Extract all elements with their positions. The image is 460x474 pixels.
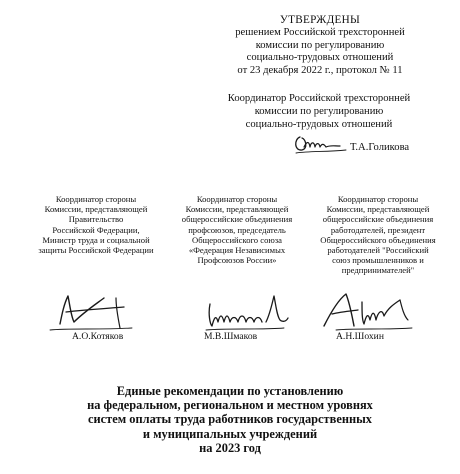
coordinator-line: «Федерация Независимых bbox=[188, 245, 286, 256]
coordinator-line: Министр труда и социальной bbox=[42, 234, 150, 245]
coordinator-line: Комиссии, представляющей bbox=[185, 204, 289, 215]
coordinator-line: работодателей "Российский bbox=[327, 245, 429, 256]
approval-line: комиссии по регулированию bbox=[255, 39, 385, 51]
main-coordinator-name: Т.А.Голикова bbox=[350, 142, 410, 153]
coordinator-line: предпринимателей" bbox=[341, 265, 415, 276]
approval-heading: УТВЕРЖДЕНЫ bbox=[279, 14, 361, 26]
approval-line: от 23 декабря 2022 г., протокол № 11 bbox=[237, 65, 403, 77]
coordinator-line: союз промышленников и bbox=[332, 255, 424, 266]
coordinator-line: Координатор стороны bbox=[337, 194, 419, 204]
coordinator-line: Координатор стороны bbox=[55, 194, 137, 204]
main-coordinator-line: Координатор Российской трехсторонней bbox=[227, 93, 411, 104]
coordinator-line: Комиссии, представляющей bbox=[44, 204, 148, 215]
title-line: Единые рекомендации по установлению bbox=[116, 384, 344, 398]
shokhin-signature bbox=[316, 286, 416, 336]
title-line: на 2023 год bbox=[199, 440, 261, 455]
coordinator-line: Российской Федерации, bbox=[52, 224, 140, 235]
coordinator-line: общероссийские объединения bbox=[181, 214, 293, 225]
coordinator-line: Правительство bbox=[68, 214, 124, 225]
main-coordinator-line: социально-трудовых отношений bbox=[245, 118, 393, 130]
coordinator-unions bbox=[172, 194, 302, 265]
coordinator-line: Профсоюзов России» bbox=[197, 255, 277, 266]
coordinator-line: профсоюзов, председатель bbox=[188, 224, 286, 235]
coordinator-line: Координатор стороны bbox=[196, 194, 278, 204]
approval-block bbox=[232, 14, 408, 78]
coordinator-line: Комиссии, представляющей bbox=[326, 204, 430, 215]
title-line: систем оплаты труда работников государственных bbox=[88, 412, 372, 427]
approval-line: решением Российской трехсторонней bbox=[235, 26, 405, 38]
main-coordinator-line: комиссии по регулированию bbox=[254, 105, 384, 117]
main-coordinator-title bbox=[226, 93, 412, 131]
kotyakov-signature bbox=[40, 290, 140, 336]
coordinator-name: А.Н.Шохин bbox=[336, 331, 384, 342]
coordinator-line: общероссийские объединения bbox=[322, 214, 434, 225]
coordinator-government bbox=[26, 194, 166, 255]
coordinator-line: Общероссийского объединения bbox=[320, 234, 436, 245]
coordinator-line: Общероссийского союза bbox=[192, 234, 282, 245]
golikova-signature bbox=[290, 131, 350, 159]
title-line: и муниципальных учреждений bbox=[142, 426, 318, 441]
coordinator-line: работодателей, президент bbox=[330, 224, 426, 235]
approval-line: социально-трудовых отношений bbox=[246, 52, 394, 64]
coordinator-name: А.О.Котяков bbox=[72, 331, 124, 342]
title-line: на федеральном, региональном и местном уровнях bbox=[87, 398, 373, 413]
document-title bbox=[40, 384, 420, 455]
coordinator-name: М.В.Шмаков bbox=[204, 331, 258, 342]
coordinator-employers bbox=[304, 194, 452, 276]
coordinator-line: защиты Российской Федерации bbox=[38, 245, 154, 256]
